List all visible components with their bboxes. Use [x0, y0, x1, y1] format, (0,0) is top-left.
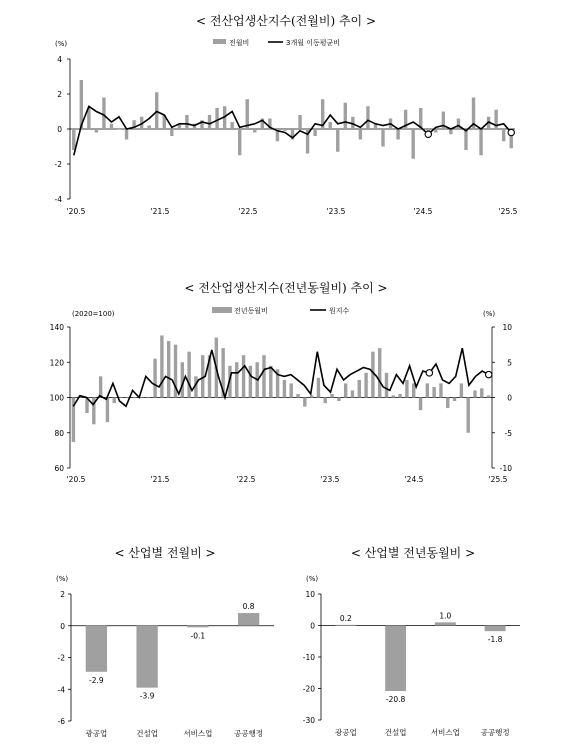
chart4-bar — [385, 626, 406, 692]
chart2-bar — [160, 335, 163, 397]
chart2-marker — [426, 370, 432, 376]
chart3-value-label: -0.1 — [190, 631, 206, 641]
chart1-bar — [502, 129, 505, 141]
chart1-bar — [457, 119, 460, 130]
chart4-value-label: 1.0 — [439, 611, 452, 621]
chart2-bar — [473, 390, 476, 397]
chart2-bar — [249, 366, 252, 398]
chart2-x-tick-label: '24.5 — [404, 475, 424, 484]
chart1-bar — [381, 129, 384, 147]
chart1-bar — [208, 115, 211, 129]
chart4-y-tick-label: -10 — [302, 653, 315, 662]
chart2-bar — [439, 383, 442, 397]
chart3-bar — [136, 626, 157, 688]
chart2-bar — [235, 362, 238, 397]
chart1-bar — [170, 129, 173, 136]
chart3-value-label: 0.8 — [242, 602, 255, 612]
chart1-bar — [155, 92, 158, 129]
chart2-y-tick-label-left: 100 — [49, 393, 64, 403]
chart2-y-tick-label-right: 10 — [502, 323, 512, 332]
chart2-bar — [480, 388, 483, 397]
chart2-y-tick-label-left: 140 — [49, 323, 64, 332]
chart2-bar — [330, 394, 333, 398]
chart3-bar — [86, 626, 107, 672]
chart2-x-tick-label: '23.5 — [320, 475, 340, 484]
chart2-y-tick-label-left: 120 — [49, 358, 64, 368]
chart2-y-tick-label-left: 80 — [54, 428, 64, 438]
chart2-y-tick-label-right: 0 — [507, 393, 512, 403]
chart1-bar — [230, 122, 233, 129]
chart2-bar — [392, 395, 395, 397]
chart2-bar — [466, 398, 469, 433]
chart2-bar — [283, 380, 286, 398]
chart2-bar — [358, 380, 361, 398]
chart1-y-tick-label: -4 — [54, 195, 62, 204]
chart1-y-tick-label: -2 — [54, 160, 62, 169]
chart2-bar — [290, 383, 293, 397]
chart2-bar — [432, 387, 435, 398]
chart4-y-tick-label: -30 — [302, 716, 315, 725]
chart1-y-tick-label: 4 — [57, 55, 62, 64]
chart2-bar — [378, 348, 381, 397]
chart3-y-tick-label: 2 — [60, 590, 65, 599]
chart2-bar — [99, 376, 102, 397]
chart4-category-label: 서비스업 — [430, 728, 460, 737]
chart2-bar — [351, 390, 354, 397]
chart2-bar — [324, 398, 327, 404]
chart2-ylabel-right: (%) — [483, 310, 496, 318]
chart1-legend-bar-swatch — [213, 39, 226, 44]
chart2-bar — [487, 395, 490, 397]
chart1-x-tick-label: '25.5 — [498, 207, 518, 216]
chart2-bar — [242, 355, 245, 397]
chart1-bar — [72, 129, 75, 150]
chart4-value-label: 0.2 — [339, 613, 352, 623]
chart1-title: < 전산업생산지수(전월비) 추이 > — [195, 14, 377, 28]
chart2-title: < 전산업생산지수(전년동월비) 추이 > — [184, 281, 388, 295]
chart2-x-tick-label: '22.5 — [236, 475, 256, 484]
chart1-bar — [102, 98, 105, 130]
chart3-y-tick-label: -2 — [57, 653, 65, 663]
chart1-x-tick-label: '20.5 — [66, 207, 86, 216]
chart1-bar — [215, 108, 218, 129]
chart4-value-label: -1.8 — [487, 635, 503, 645]
chart2-ylabel-left: (2020=100) — [72, 310, 115, 318]
chart2-bar — [460, 383, 463, 397]
chart3-ylabel: (%) — [56, 575, 69, 583]
chart3-category-label: 서비스업 — [183, 729, 213, 738]
chart1-bar — [336, 129, 339, 152]
chart1-bar — [359, 129, 362, 140]
chart1-x-tick-label: '23.5 — [326, 207, 346, 216]
chart1-bar — [147, 126, 150, 130]
chart4-bar — [435, 622, 456, 625]
chart3-y-tick-label: -6 — [57, 717, 65, 726]
chart4-y-tick-label: 10 — [305, 590, 315, 599]
chart2-bar — [412, 383, 415, 397]
chart2-bar — [344, 383, 347, 397]
chart1-bar — [95, 129, 98, 133]
chart1-legend-line-label: 3개월 이동평균비 — [286, 39, 341, 47]
chart2-bar — [106, 398, 109, 423]
chart1-marker — [508, 129, 514, 135]
chart1-bar — [479, 129, 482, 155]
chart3-bar — [187, 626, 208, 628]
chart2-legend-line-label: 원지수 — [329, 307, 350, 315]
chart2-x-tick-label: '21.5 — [150, 475, 170, 484]
chart3-y-tick-label: -4 — [57, 685, 65, 695]
chart2-y-tick-label-right: 5 — [507, 358, 512, 368]
chart1-bar — [253, 129, 256, 133]
chart4-category-label: 광공업 — [335, 728, 357, 737]
chart2-bar — [364, 373, 367, 398]
chart2-x-tick-label: '25.5 — [488, 475, 508, 484]
chart2-bar — [262, 355, 265, 397]
chart1-ylabel: (%) — [55, 40, 68, 48]
chart4-title: < 산업별 전년동월비 > — [350, 546, 476, 560]
chart2-marker — [486, 371, 492, 377]
chart1-y-tick-label: 2 — [57, 90, 62, 99]
chart2-bar — [113, 398, 116, 404]
chart4-ylabel: (%) — [306, 575, 319, 583]
chart2-bar — [133, 398, 136, 399]
chart4-y-tick-label: 0 — [310, 621, 315, 631]
chart2-bar — [147, 398, 150, 399]
chart2-bar — [317, 378, 320, 398]
chart4-bar — [485, 626, 506, 632]
chart1-bar — [434, 129, 437, 133]
chart4-category-label: 공공행정 — [480, 728, 510, 737]
chart1-x-tick-label: '22.5 — [238, 207, 258, 216]
chart2-bar — [296, 394, 299, 398]
chart2-bar — [398, 394, 401, 398]
chart1-bar — [117, 129, 120, 130]
chart1-bar — [344, 103, 347, 129]
chart2-y-tick-label-right: -10 — [499, 464, 512, 473]
chart2-bar — [385, 373, 388, 398]
chart3-value-label: -3.9 — [139, 691, 155, 701]
chart1-bar — [464, 129, 467, 150]
chart2-y-tick-label-right: -5 — [504, 428, 512, 438]
chart4-y-tick-label: -20 — [302, 684, 315, 694]
chart2-bar — [453, 398, 456, 402]
chart2-bar — [303, 398, 306, 407]
chart1-bar — [329, 122, 332, 129]
chart2-bar — [119, 398, 122, 399]
chart1-bar — [125, 129, 128, 140]
chart2-bar — [187, 352, 190, 398]
chart1-y-tick-label: 0 — [57, 125, 62, 134]
chart2-bar — [337, 398, 340, 402]
chart1-marker — [425, 131, 431, 137]
chart1-bar — [185, 115, 188, 129]
chart3-category-label: 공공행정 — [234, 729, 264, 738]
chart3-value-label: -2.9 — [89, 675, 104, 685]
chart2-bar — [269, 366, 272, 398]
chart1-bar — [110, 124, 113, 129]
chart2-bar — [446, 398, 449, 409]
chart1-bar — [366, 106, 369, 129]
chart2-y-tick-label-left: 60 — [54, 464, 64, 473]
chart4-value-label: -20.8 — [385, 695, 406, 705]
chart2-bar — [167, 341, 170, 397]
chart2-legend-bar-swatch — [212, 307, 232, 313]
chart1-bar — [298, 115, 301, 129]
chart2-bar — [310, 395, 313, 397]
chart2-bar — [153, 359, 156, 398]
chart1-bar — [283, 129, 286, 131]
chart4-bar — [335, 625, 356, 626]
chart2-bar — [405, 380, 408, 398]
chart2-bar — [140, 398, 143, 399]
chart1-x-tick-label: '24.5 — [413, 207, 433, 216]
chart1-legend-bar-label: 전월비 — [229, 39, 250, 47]
chart3-category-label: 광공업 — [85, 729, 108, 738]
chart4-category-label: 건설업 — [384, 728, 407, 737]
chart2-legend-bar-label: 전년동월비 — [234, 307, 268, 315]
chart1-bar — [313, 129, 316, 136]
chart3-category-label: 건설업 — [136, 729, 158, 738]
chart3-y-tick-label: 0 — [60, 621, 65, 631]
chart1-x-tick-label: '21.5 — [150, 207, 170, 216]
chart3-title: < 산업별 전월비 > — [114, 546, 216, 560]
chart2-x-tick-label: '20.5 — [66, 475, 86, 484]
chart1-bar — [396, 129, 399, 140]
chart1-bar — [411, 129, 414, 159]
chart1-bar — [238, 129, 241, 155]
chart3-bar — [238, 613, 259, 626]
chart2-bar — [426, 383, 429, 397]
chart2-bar — [419, 398, 422, 411]
